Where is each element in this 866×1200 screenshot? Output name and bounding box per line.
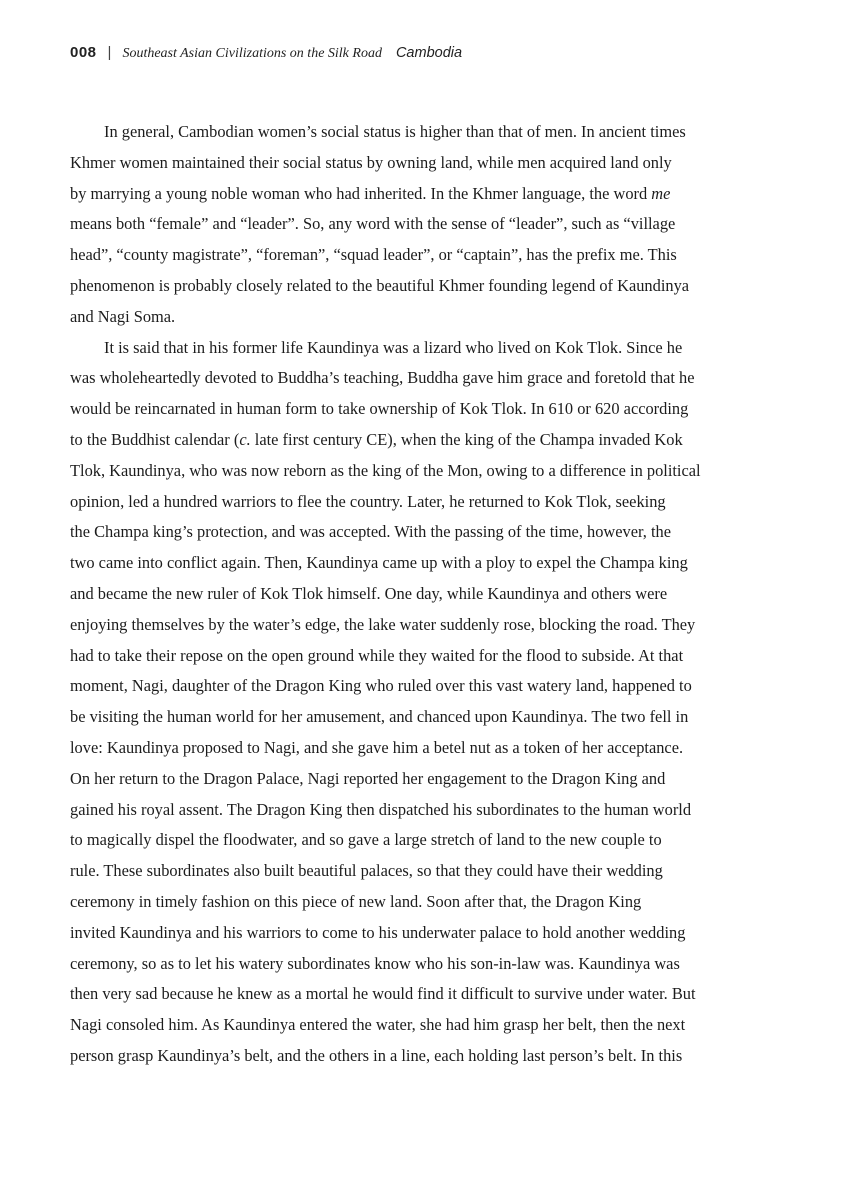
text-segment: by marrying a young noble woman who had inherited. In the Khmer language, the word xyxy=(70,183,648,203)
text-line: Nagi consoled him. As Kaundinya entered the water, she had him grasp her belt, then the next xyxy=(70,1015,686,1035)
page-number: 008 xyxy=(70,44,97,61)
text-line: Khmer women maintained their social status by owning land, while men acquired land only xyxy=(70,152,672,172)
text-line: would be reincarnated in human form to take ownership of Kok Tlok. In 610 or 620 according xyxy=(70,399,689,419)
text-line: opinion, led a hundred warriors to flee the country. Later, he returned to Kok Tlok, seeking xyxy=(70,491,666,511)
paragraph-2 xyxy=(70,333,730,1072)
text-line: be visiting the human world for her amusement, and chanced upon Kaundinya. The two fell in xyxy=(70,707,689,727)
text-line: to magically dispel the floodwater, and so gave a large stretch of land to the new couple to xyxy=(70,830,662,850)
text-line: invited Kaundinya and his warriors to come to his underwater palace to hold another wedding xyxy=(70,922,686,942)
text-line: person grasp Kaundinya’s belt, and the others in a line, each holding last person’s belt. In this xyxy=(70,1045,683,1065)
text-line: ceremony, so as to let his watery subordinates know who his son-in-law was. Kaundinya was xyxy=(70,953,680,973)
text-line: enjoying themselves by the water’s edge, the lake water suddenly rose, blocking the road. They xyxy=(70,614,696,634)
text-line xyxy=(70,179,730,210)
text-line: was wholeheartedly devoted to Buddha’s teaching, Buddha gave him grace and foretold that he xyxy=(70,368,695,388)
chapter-title: Cambodia xyxy=(395,45,463,61)
text-line: In general, Cambodian women’s social status is higher than that of men. In ancient times xyxy=(104,122,686,141)
text-line: It is said that in his former life Kaundinya was a lizard who lived on Kok Tlok. Since he xyxy=(104,337,683,357)
text-line: rule. These subordinates also built beautiful palaces, so that they could have their wedding xyxy=(70,861,663,881)
text-line: had to take their repose on the open ground while they waited for the flood to subside. At that xyxy=(70,645,684,665)
paragraph-1 xyxy=(70,117,730,333)
text-line: then very sad because he knew as a mortal he would find it difficult to survive under water. But xyxy=(70,984,696,1004)
text-line xyxy=(70,425,730,456)
body-text xyxy=(70,117,730,1072)
text-line: and Nagi Soma. xyxy=(70,306,176,326)
text-line: Tlok, Kaundinya, who was now reborn as the king of the Mon, owing to a difference in political xyxy=(70,460,701,480)
emphasis-text: c. xyxy=(239,429,251,449)
book-title: Southeast Asian Civilizations on the Silk Road xyxy=(122,46,382,61)
text-segment: to the Buddhist calendar ( xyxy=(70,429,240,449)
text-line: gained his royal assent. The Dragon King then dispatched his subordinates to the human world xyxy=(70,799,692,819)
running-header xyxy=(70,44,462,68)
text-line: the Champa king’s protection, and was accepted. With the passing of the time, however, the xyxy=(70,522,672,542)
text-line: two came into conflict again. Then, Kaundinya came up with a ploy to expel the Champa king xyxy=(70,553,688,573)
text-line: means both “female” and “leader”. So, any word with the sense of “leader”, such as “village xyxy=(70,214,676,234)
text-line: moment, Nagi, daughter of the Dragon King who ruled over this vast watery land, happened to xyxy=(70,676,692,696)
text-line: ceremony in timely fashion on this piece of new land. Soon after that, the Dragon King xyxy=(70,891,642,911)
text-line: and became the new ruler of Kok Tlok himself. One day, while Kaundinya and others were xyxy=(70,583,668,603)
text-line: love: Kaundinya proposed to Nagi, and she gave him a betel nut as a token of her acceptance. xyxy=(70,737,684,757)
text-line: phenomenon is probably closely related to the beautiful Khmer founding legend of Kaundinya xyxy=(70,275,690,295)
text-segment: late first century CE), when the king of the Champa invaded Kok xyxy=(250,429,683,449)
header-separator: | xyxy=(107,44,112,61)
emphasis-text: me xyxy=(651,183,671,203)
text-line: On her return to the Dragon Palace, Nagi reported her engagement to the Dragon King and xyxy=(70,768,666,788)
text-line: head”, “county magistrate”, “foreman”, “squad leader”, or “captain”, has the prefix me. This xyxy=(70,245,677,265)
